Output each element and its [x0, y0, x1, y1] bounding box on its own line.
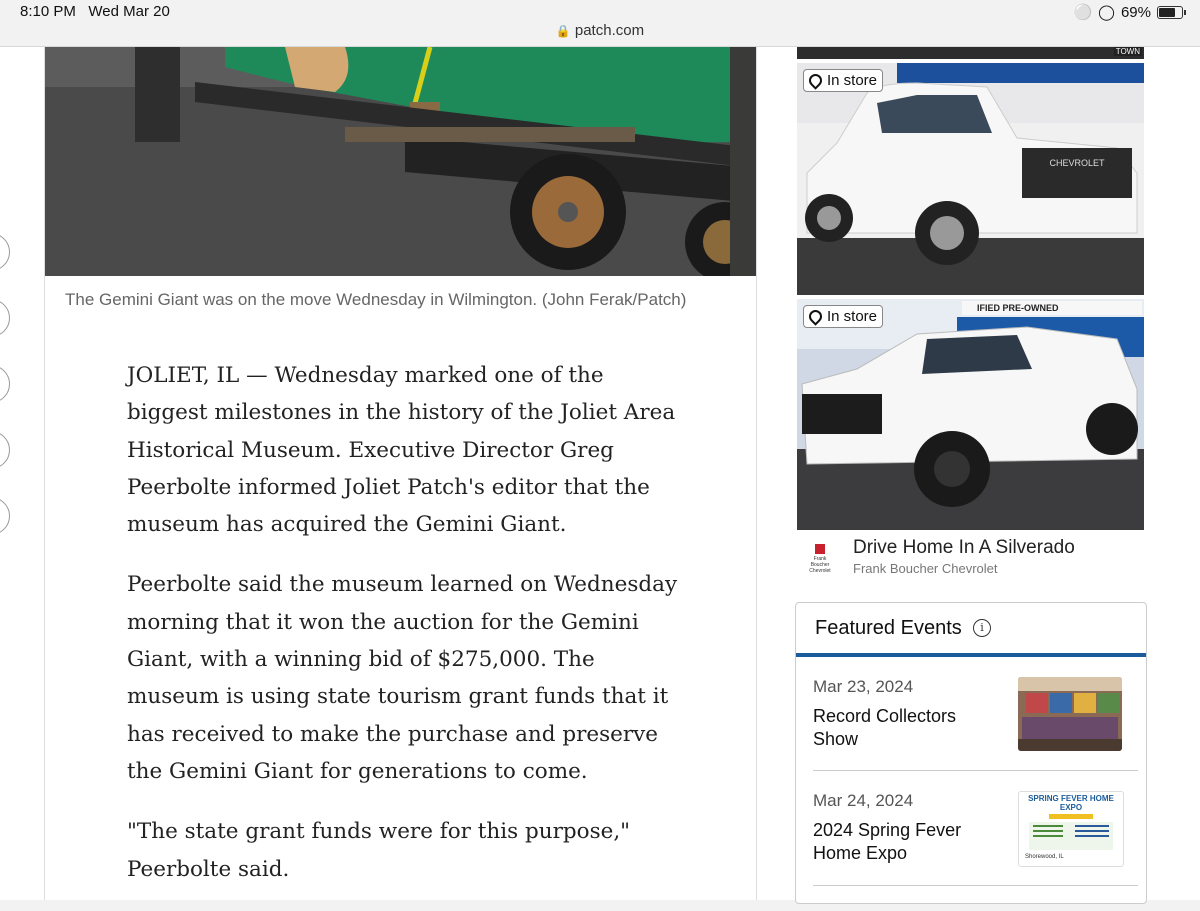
event-item[interactable]: [813, 677, 1133, 751]
wifi-icon: ⚪: [1073, 4, 1093, 21]
info-icon[interactable]: i: [973, 619, 991, 637]
url-text: patch.com: [574, 22, 645, 39]
event-thumbnail[interactable]: [1018, 677, 1122, 751]
heading-underline: [796, 653, 1146, 657]
web-page: [0, 47, 1200, 900]
cpo-banner-text: IFIED PRE-OWNED: [977, 303, 1059, 313]
share-button-5[interactable]: [0, 497, 10, 535]
event-thumbnail[interactable]: [1018, 791, 1124, 867]
ad-top-image-edge[interactable]: [797, 47, 1144, 59]
in-store-badge: In store: [803, 69, 883, 92]
ad-title[interactable]: Drive Home In A Silverado: [853, 537, 1075, 558]
article: [44, 47, 757, 900]
event-name[interactable]: 2024 Spring Fever Home Expo: [813, 820, 962, 863]
ad-advertiser: Frank Boucher Chevrolet: [853, 561, 998, 576]
location-icon: ◯: [1098, 4, 1115, 21]
article-paragraph: Peerbolte said the museum learned on Wednesday morning that it won the auction for the Gemini Giant, with a winning bid of $275,000. The museum is using state tourism grant funds that it has received to make the purchase and preserve the Gemini Giant for generations to come.: [127, 572, 678, 784]
battery-icon: [1157, 6, 1183, 19]
record-collectors-image: [1018, 677, 1122, 751]
featured-events-heading: Featured Events: [815, 617, 962, 639]
ios-status-bar: [0, 0, 1200, 47]
ad-corner-tag: TOWN: [1115, 47, 1140, 56]
dealer-logo: Frank Boucher Chevrolet: [805, 544, 835, 574]
event-date: Mar 24, 2024: [813, 791, 914, 810]
article-body: [127, 357, 687, 911]
ad-truck-image-1[interactable]: [797, 63, 1144, 295]
silverado-zr2-image: [797, 299, 1144, 530]
article-photo: [45, 47, 756, 276]
address-bar[interactable]: [0, 22, 1200, 39]
share-button-1[interactable]: [0, 233, 10, 271]
gemini-giant-trailer-image: [45, 47, 756, 276]
battery-percent: 69%: [1120, 3, 1151, 21]
in-store-badge: In store: [803, 305, 883, 328]
lock-icon: 🔒: [555, 24, 571, 38]
article-paragraph: "The state grant funds were for this purpose," Peerbolte said.: [127, 819, 631, 882]
featured-events-widget: [795, 602, 1147, 904]
share-button-2[interactable]: [0, 299, 10, 337]
share-button-3[interactable]: [0, 365, 10, 403]
article-paragraph: JOLIET, IL — Wednesday marked one of the biggest milestones in the history of the Joliet Area Historical Museum. Executive Director Greg Peerbolte informed Joliet Patch's editor that the museum has acquired the Gemini Giant.: [127, 363, 676, 538]
event-divider: [813, 770, 1138, 771]
event-date: Mar 23, 2024: [813, 677, 914, 696]
status-time: 8:10 PM Wed Mar 20: [20, 3, 170, 20]
event-divider: [813, 885, 1138, 886]
event-item[interactable]: [813, 791, 1133, 865]
photo-caption: The Gemini Giant was on the move Wednesday in Wilmington. (John Ferak/Patch): [65, 290, 687, 309]
location-pin-icon: [806, 307, 824, 325]
ad-footer[interactable]: [797, 530, 1144, 585]
expo-thumb-title: SPRING FEVER HOME EXPO: [1028, 794, 1114, 812]
expo-thumb-place: Shorewood, IL: [1025, 854, 1064, 860]
status-indicators: [1073, 3, 1186, 21]
share-button-4[interactable]: [0, 431, 10, 469]
white-silverado-image: [797, 63, 1144, 295]
ad-truck-image-2[interactable]: [797, 299, 1144, 530]
location-pin-icon: [806, 71, 824, 89]
event-name[interactable]: Record Collectors Show: [813, 706, 957, 749]
truck-grille-text: CHEVROLET: [1049, 158, 1105, 168]
